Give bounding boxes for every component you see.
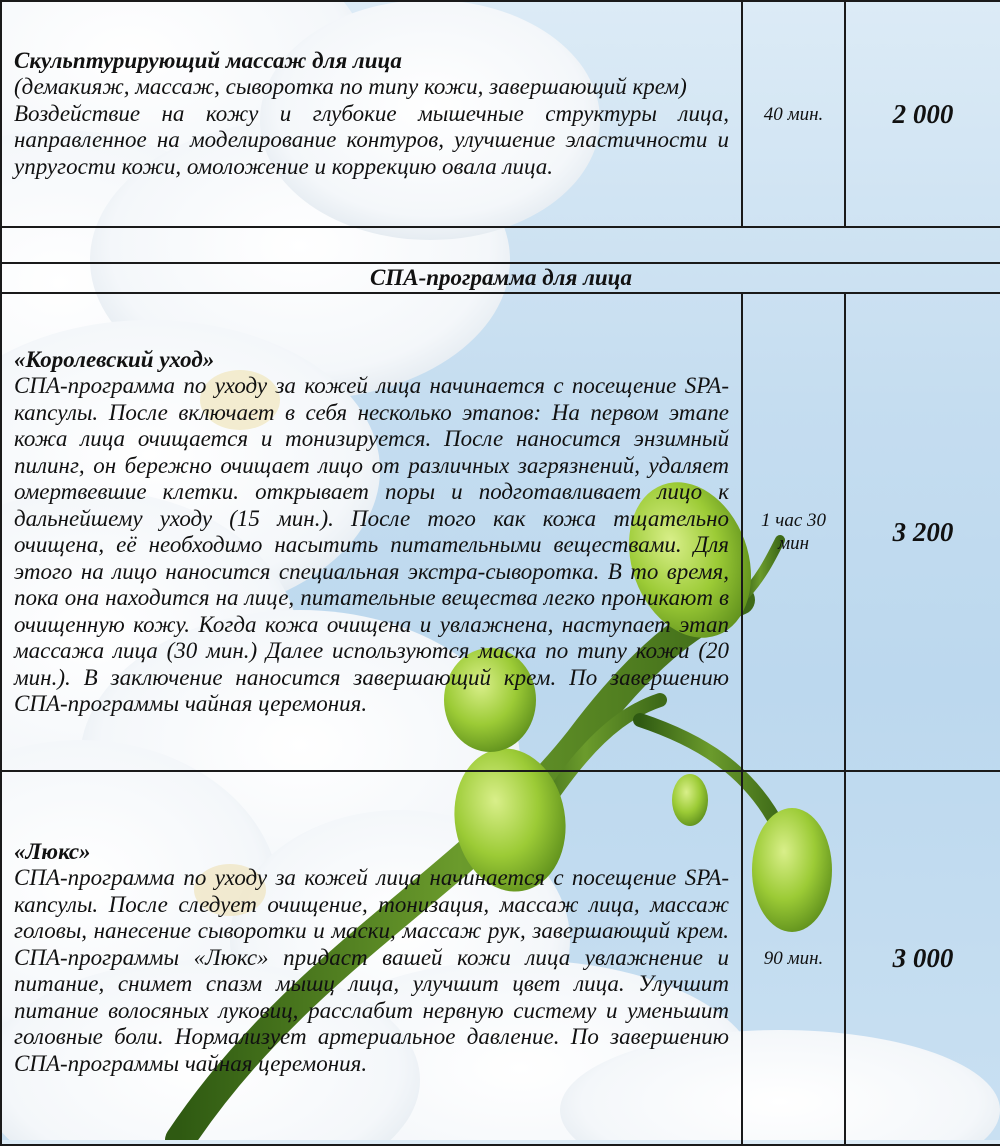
program-title: «Люкс» xyxy=(14,838,91,864)
program-duration-line2: 30 мин xyxy=(777,510,826,554)
section-header-row xyxy=(1,263,1000,293)
service-price: 2 000 xyxy=(845,1,1000,227)
spacer-row xyxy=(1,227,1000,263)
service-subtitle: (демакияж, массаж, сыворотка по типу кожи, завершающий крем) xyxy=(14,74,687,100)
service-description-cell xyxy=(1,1,742,227)
program-row-lux xyxy=(1,771,1000,1145)
section-title: СПА-программа для лица xyxy=(1,263,1000,293)
service-row-sculpting-massage xyxy=(1,1,1000,227)
service-duration: 40 мин. xyxy=(742,1,845,227)
service-description: Воздействие на кожу и глубокие мышечные структуры лица, направленное на моделирование контуров, улучшение эластичности и упругости кожи, омоложение и коррекцию овала лица. xyxy=(14,100,729,179)
program-description: СПА-программа по уходу за кожей лица начинается с посещение SPA-капсулы. После включает в себя несколько этапов: На первом этапе кожа лица очищается и тонизируется. После наносится энзимный пилинг, он бережно очищает лицо от различных загрязнений, удаляет омертвевшие клетки. открывает поры и подготавливает лицо к дальнейшему уходу (15 мин.). После того как кожа тщательно очищена, её необходимо насытить питательными веществами. Для этого на лицо наносится специальная экстра-сыворотка. В то время, пока она находится на лице, питательные вещества легко проникают в очищенную кожу. Когда кожа очищена и увлажнена, наступает этап массажа лица (30 мин.) Далее используются маска по типу кожи (20 мин.). В заключение наносится завершающий крем. По завершению СПА-программы чайная церемония. xyxy=(14,373,729,716)
program-description-cell xyxy=(1,293,742,771)
program-price: 3 200 xyxy=(845,293,1000,771)
program-row-royal-care xyxy=(1,293,1000,771)
program-price: 3 000 xyxy=(845,771,1000,1145)
spacer-cell xyxy=(1,227,1000,263)
program-title: «Королевский уход» xyxy=(14,346,215,372)
program-description: СПА-программа по уходу за кожей лица начинается с посещение SPA-капсулы. После следует очищение, тонизация, массаж лица, массаж головы, нанесение сыворотки и маски, массаж рук, завершающий крем. СПА-программы «Люкс» придаст вашей кожи лица увлажнение и питание, снимет спазм мышц лица, улучшит цвет лица. Улучшит питание волосяных луковиц, расслабит нервную систему и уменьшит головные боли. Нормализует артериальное давление. По завершению СПА-программы чайная церемония. xyxy=(14,865,729,1076)
program-duration xyxy=(742,293,845,771)
service-title: Скульптурирующий массаж для лица xyxy=(14,47,402,73)
program-duration-line1: 1 час xyxy=(761,510,803,531)
program-description-cell xyxy=(1,771,742,1145)
program-duration: 90 мин. xyxy=(742,771,845,1145)
